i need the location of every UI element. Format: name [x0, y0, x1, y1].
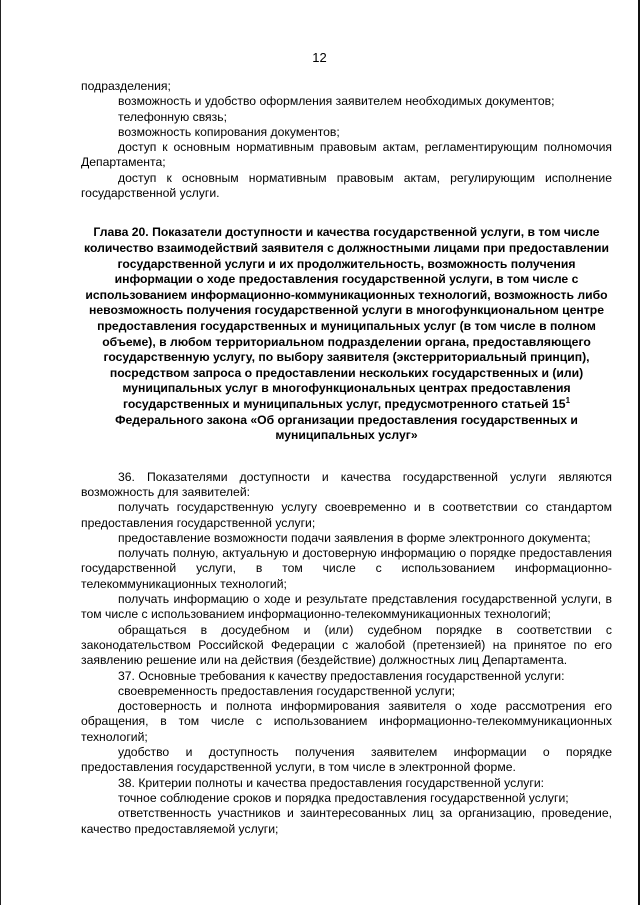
paragraph: подразделения;	[81, 79, 171, 93]
paragraph: получать государственную услугу своевременно и в соответствии со стандартом предоставления государственной услуги;	[81, 500, 612, 530]
paragraph: обращаться в досудебном и (или) судебном порядке в соответствии с законодательством Российской Федерации с жалобой (претензией) на принятое по его заявлению решение или на действия (бездействие) должностных лиц Департамента.	[81, 622, 612, 668]
paragraph: ответственность участников и заинтересованных лиц за организацию, проведение, качество предоставляемой услуги;	[81, 806, 612, 836]
chapter-heading	[81, 225, 612, 443]
paragraph: предоставление возможности подачи заявления в форме электронного документа;	[118, 530, 591, 545]
paragraph: 36. Показателями доступности и качества государственной услуги являются возможность для заявителей:	[81, 469, 612, 499]
document-body	[81, 79, 612, 837]
paragraph: точное соблюдение сроков и порядка предоставления государственной услуги;	[118, 790, 569, 805]
paragraph: телефонную связь;	[118, 109, 227, 124]
paragraph: достоверность и полнота информирования заявителя о ходе рассмотрения его обращения, в том числе с использованием информационно-телекоммуникационных технологий;	[81, 699, 612, 744]
paragraph: получать информацию о ходе и результате представления государственной услуги, в том числе с использованием информационно-телекоммуникационных технологий;	[81, 592, 612, 622]
paragraph: возможность и удобство оформления заявителем необходимых документов;	[118, 94, 555, 109]
paragraph: 37. Основные требования к качеству предоставления государственной услуги:	[118, 668, 565, 683]
chapter-heading-text: Глава 20. Показатели доступности и качества государственной услуги, в том числе количество взаимодействий заявителя с должностными лицами при предоставлении государственной услуги и их продолжительность, возможность получения информации о ходе предоставления государственной услуги, в том числе с использованием информационно-коммуникационных технологий, возможность либо невозможность получения государственной услуги в многофункциональном центре предоставления государственных и муниципальных услуг (в том числе в полном объеме), в любом территориальном подразделении органа, предоставляющего государственную услугу, по выбору заявителя (экстерриториальный принцип), посредством запроса о предоставлении нескольких государственных и (или) муниципальных услуг в многофункциональных центрах предоставления государственных и муниципальных услуг, предусмотренного статьей 15	[84, 225, 609, 411]
page-number: 12	[312, 50, 327, 65]
paragraph: доступ к основным нормативным правовым актам, регулирующим исполнение государственной услуги.	[81, 170, 612, 201]
paragraph: возможность копирования документов;	[118, 124, 340, 139]
paragraph: своевременность предоставления государственной услуги;	[118, 683, 456, 698]
chapter-heading-text-end: Федерального закона «Об организации предоставления государственных и муниципальных услуг»	[115, 412, 578, 443]
paragraph: 38. Критерии полноты и качества предоставления государственной услуги:	[118, 775, 545, 790]
footnote-superscript: 1	[565, 395, 571, 405]
paragraph: удобство и доступность получения заявителем информации о порядке предоставления государственной услуги, в том числе в электронной форме.	[81, 745, 612, 775]
paragraph: доступ к основным нормативным правовым актам, регламентирующим полномочия Департамента;	[81, 140, 612, 170]
paragraph: получать полную, актуальную и достоверную информацию о порядке предоставления государственной услуги, в том числе с использованием информационно-телекоммуникационных технологий;	[81, 546, 612, 591]
